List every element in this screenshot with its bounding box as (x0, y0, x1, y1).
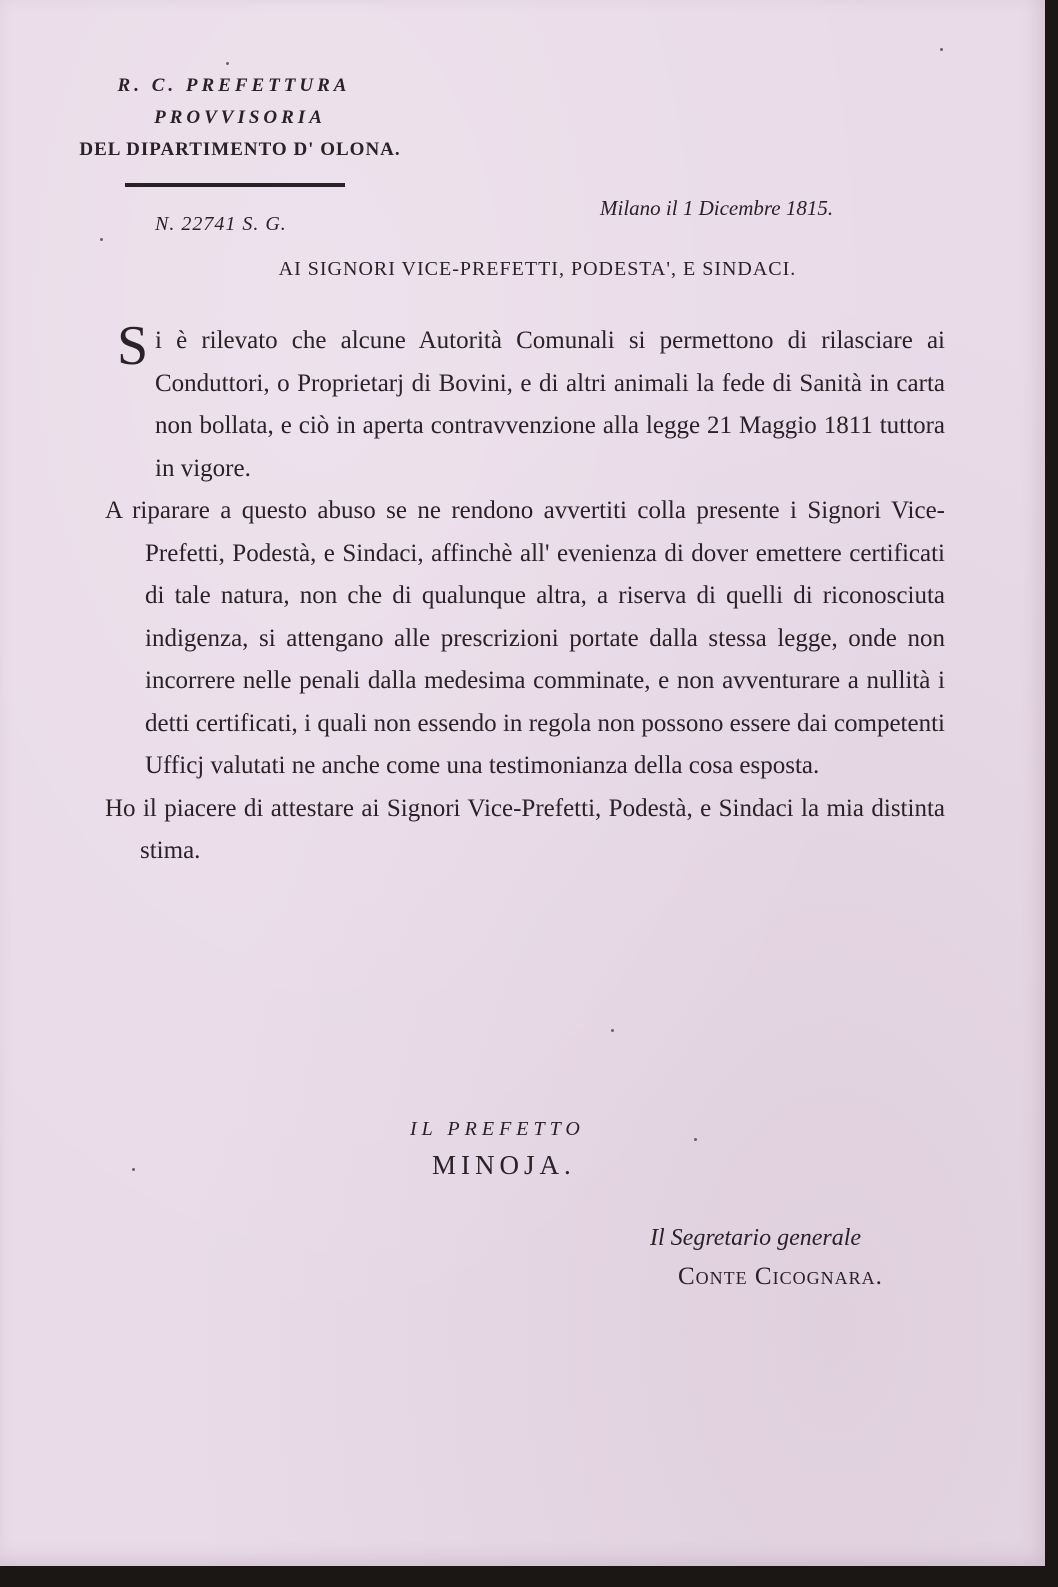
signatory-title: IL PREFETTO (410, 1118, 585, 1140)
date-line: Milano il 1 Dicembre 1815. (600, 196, 834, 220)
letterhead-line-1: R. C. PREFETTURA (117, 75, 351, 96)
ink-speck (611, 1029, 614, 1032)
addressee-line: AI SIGNORI VICE-PREFETTI, PODESTA', E SINDACI. (278, 258, 797, 280)
secretary-title: Il Segretario generale (650, 1225, 862, 1251)
ink-speck (694, 1138, 697, 1141)
letterhead-divider (125, 183, 345, 187)
paragraph-2: A riparare a questo abuso se ne rendono avvertiti colla presente i Signori Vice-Prefetti, Podestà, e Sindaci, affinchè all' evenienza di dover emettere certificati di tale natura, non che di qualunque altra, a riserva di quelli di riconosciuta indigenza, si attengano alle prescrizioni portate dalla stessa legge, onde non incorrere nelle penali dalla medesima comminate, e non avventurare a nullità i detti certificati, i quali non essendo in regola non possono essere dai competenti Ufficj valutati ne anche come una testimonianza della cosa esposta. (105, 497, 945, 779)
paragraph-1-text: i è rilevato che alcune Autorità Comunali si permettono di rilasciare ai Conduttori, o Proprietarj di Bovini, e di altri animali la fede di Sanità in carta non bollata, e ciò in aperta contravvenzione alla legge 21 Maggio 1811 tuttora in vigore. (155, 327, 945, 482)
ink-speck (100, 238, 103, 241)
letterhead-line-2: PROVVISORIA (154, 107, 326, 128)
ink-speck (940, 48, 943, 51)
letter-body (105, 315, 945, 873)
drop-cap: S (117, 315, 149, 377)
letterhead-department: DEL DIPARTIMENTO D' OLONA. (79, 139, 401, 160)
letterhead (60, 70, 420, 166)
paragraph-3: Ho il piacere di attestare ai Signori Vice-Prefetti, Podestà, e Sindaci la mia distinta stima. (105, 794, 945, 864)
paragraph-1 (105, 315, 945, 490)
signatory-name: MINOJA. (432, 1150, 576, 1180)
ink-speck (132, 1168, 135, 1171)
reference-number: N. 22741 S. G. (155, 213, 287, 235)
secretary-name: Conte Cicognara. (678, 1263, 883, 1290)
ink-speck (226, 62, 229, 65)
